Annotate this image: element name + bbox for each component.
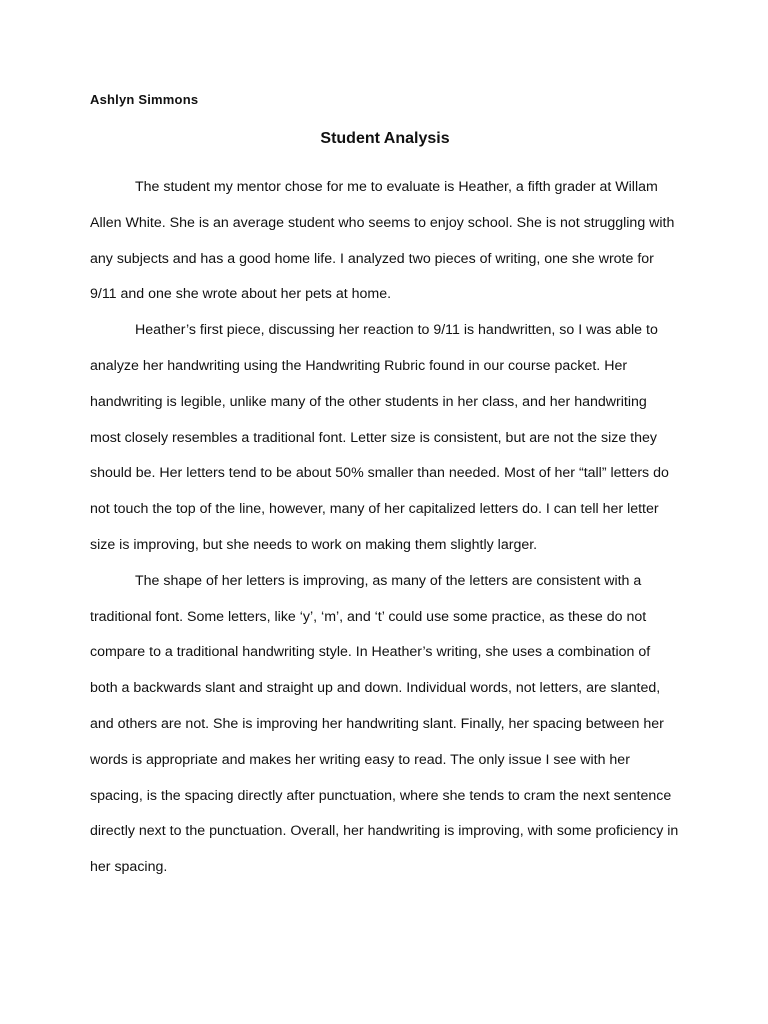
document-body (90, 170, 680, 886)
author-name: Ashlyn Simmons (90, 92, 199, 107)
document-title: Student Analysis (320, 130, 450, 147)
paragraph-2: Heather’s first piece, discussing her reaction to 9/11 is handwritten, so I was able to analyze her handwriting using the Handwriting Rubric found in our course packet. Her handwriting is legible, unlike many of the other students in her class, and her handwriting most closely resembles a traditional font. Letter size is consistent, but are not the size they should be. Her letters tend to be about 50% smaller than needed. Most of her “tall” letters do not touch the top of the line, however, many of her capitalized letters do. I can tell her letter size is improving, but she needs to work on making them slightly larger. (90, 322, 669, 553)
paragraph-3: The shape of her letters is improving, as many of the letters are consistent with a traditional font. Some letters, like ‘y’, ‘m’, and ‘t’ could use some practice, as these do not compare to a traditional handwriting style. In Heather’s writing, she uses a combination of both a backwards slant and straight up and down. Individual words, not letters, are slanted, and others are not. She is improving her handwriting slant. Finally, her spacing between her words is appropriate and makes her writing easy to read. The only issue I see with her spacing, is the spacing directly after punctuation, where she tends to cram the next sentence directly next to the punctuation. Overall, her handwriting is improving, with some proficiency in her spacing. (90, 572, 679, 876)
paragraph-1: The student my mentor chose for me to evaluate is Heather, a fifth grader at Willam Allen White. She is an average student who seems to enjoy school. She is not struggling with any subjects and has a good home life. I analyzed two pieces of writing, one she wrote for 9/11 and one she wrote about her pets at home. (90, 179, 675, 303)
document-page (90, 0, 680, 1024)
